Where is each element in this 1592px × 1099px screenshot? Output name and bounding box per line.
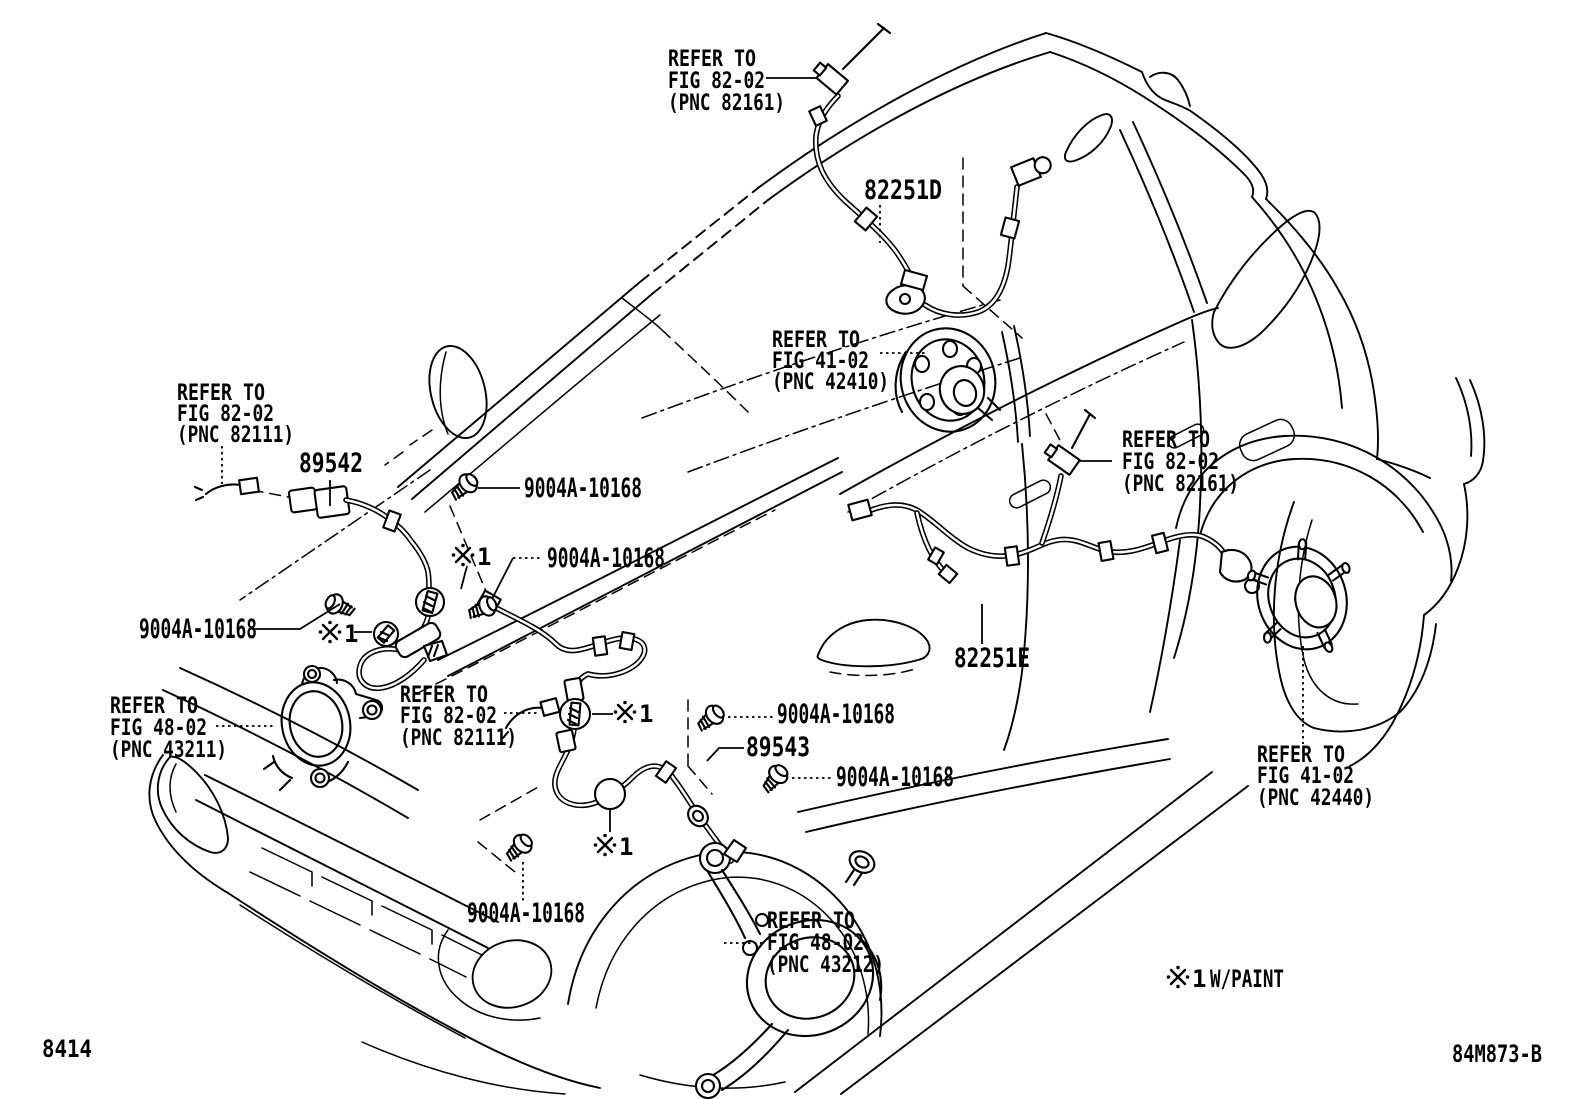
- refer-line: REFER TO: [110, 693, 198, 719]
- refer-line: FIG 41-02: [1257, 763, 1354, 789]
- refer-line: REFER TO: [767, 908, 855, 934]
- refer-label-pnc82161-top: [668, 46, 785, 116]
- refer-label-pnc82111-left: [177, 380, 294, 448]
- footnote-number: 1: [1192, 965, 1207, 993]
- refer-line: FIG 82-02: [400, 703, 497, 729]
- rear-hub-bearing-rh: [1237, 527, 1373, 671]
- refer-label-pnc82161-right: [1122, 427, 1239, 497]
- refer-line: REFER TO: [668, 46, 756, 72]
- part-number-screw[interactable]: 9004A-10168: [467, 898, 585, 929]
- refer-line: (PNC 82111): [177, 422, 294, 448]
- refer-line: FIG 82-02: [668, 68, 765, 94]
- abs-sensor-wire-rear-lh: [809, 24, 1054, 315]
- refer-line: (PNC 82111): [400, 725, 517, 751]
- refer-line: REFER TO: [400, 682, 488, 708]
- refer-line: REFER TO: [1122, 427, 1210, 453]
- refer-label-pnc82111-center: [400, 682, 517, 751]
- refer-line: REFER TO: [772, 327, 860, 353]
- abs-sensor-front-lh: [195, 478, 447, 688]
- refer-line: (PNC 43212): [767, 952, 884, 978]
- refer-line: FIG 82-02: [1122, 449, 1219, 475]
- part-number-screw[interactable]: 9004A-10168: [547, 543, 665, 574]
- part-number-82251e[interactable]: 82251E: [954, 643, 1030, 674]
- refer-line: (PNC 42440): [1257, 785, 1374, 811]
- refer-line: FIG 48-02: [767, 930, 864, 956]
- refer-line: FIG 48-02: [110, 715, 207, 741]
- paint-note-number: 1: [639, 700, 654, 728]
- footnote: [1167, 965, 1284, 993]
- rear-hub-bearing-lh: [889, 318, 1007, 443]
- refer-label-pnc42410: [772, 327, 889, 395]
- refer-line: REFER TO: [177, 380, 265, 406]
- refer-label-pnc43211: [110, 693, 227, 763]
- connector-82161: [1042, 441, 1079, 475]
- refer-line: (PNC 43211): [110, 737, 227, 763]
- refer-line: FIG 82-02: [177, 401, 274, 427]
- paint-mark-circle: [595, 779, 625, 809]
- part-number-screw[interactable]: 9004A-10168: [524, 473, 642, 504]
- part-number-screw[interactable]: 9004A-10168: [139, 614, 257, 645]
- refer-line: (PNC 82161): [1122, 471, 1239, 497]
- part-number-89542[interactable]: 89542: [299, 448, 363, 479]
- paint-note-number: 1: [477, 543, 492, 571]
- refer-line: REFER TO: [1257, 742, 1345, 768]
- part-number-screw[interactable]: 9004A-10168: [777, 699, 895, 730]
- part-number-89543[interactable]: 89543: [746, 732, 810, 763]
- drawing-code: 84M873-B: [1452, 1040, 1542, 1068]
- figure-code: 8414: [42, 1035, 92, 1063]
- refer-label-pnc42440: [1257, 742, 1374, 811]
- paint-note-number: 1: [619, 833, 634, 861]
- refer-line: (PNC 42410): [772, 369, 889, 395]
- footnote-text: W/PAINT: [1210, 965, 1284, 993]
- connector-end: [1011, 153, 1054, 186]
- part-number-82251d[interactable]: 82251D: [864, 175, 942, 206]
- refer-line: FIG 41-02: [772, 348, 869, 374]
- refer-line: (PNC 82161): [668, 90, 785, 116]
- paint-note-number: 1: [344, 620, 359, 648]
- part-number-screw[interactable]: 9004A-10168: [836, 762, 954, 793]
